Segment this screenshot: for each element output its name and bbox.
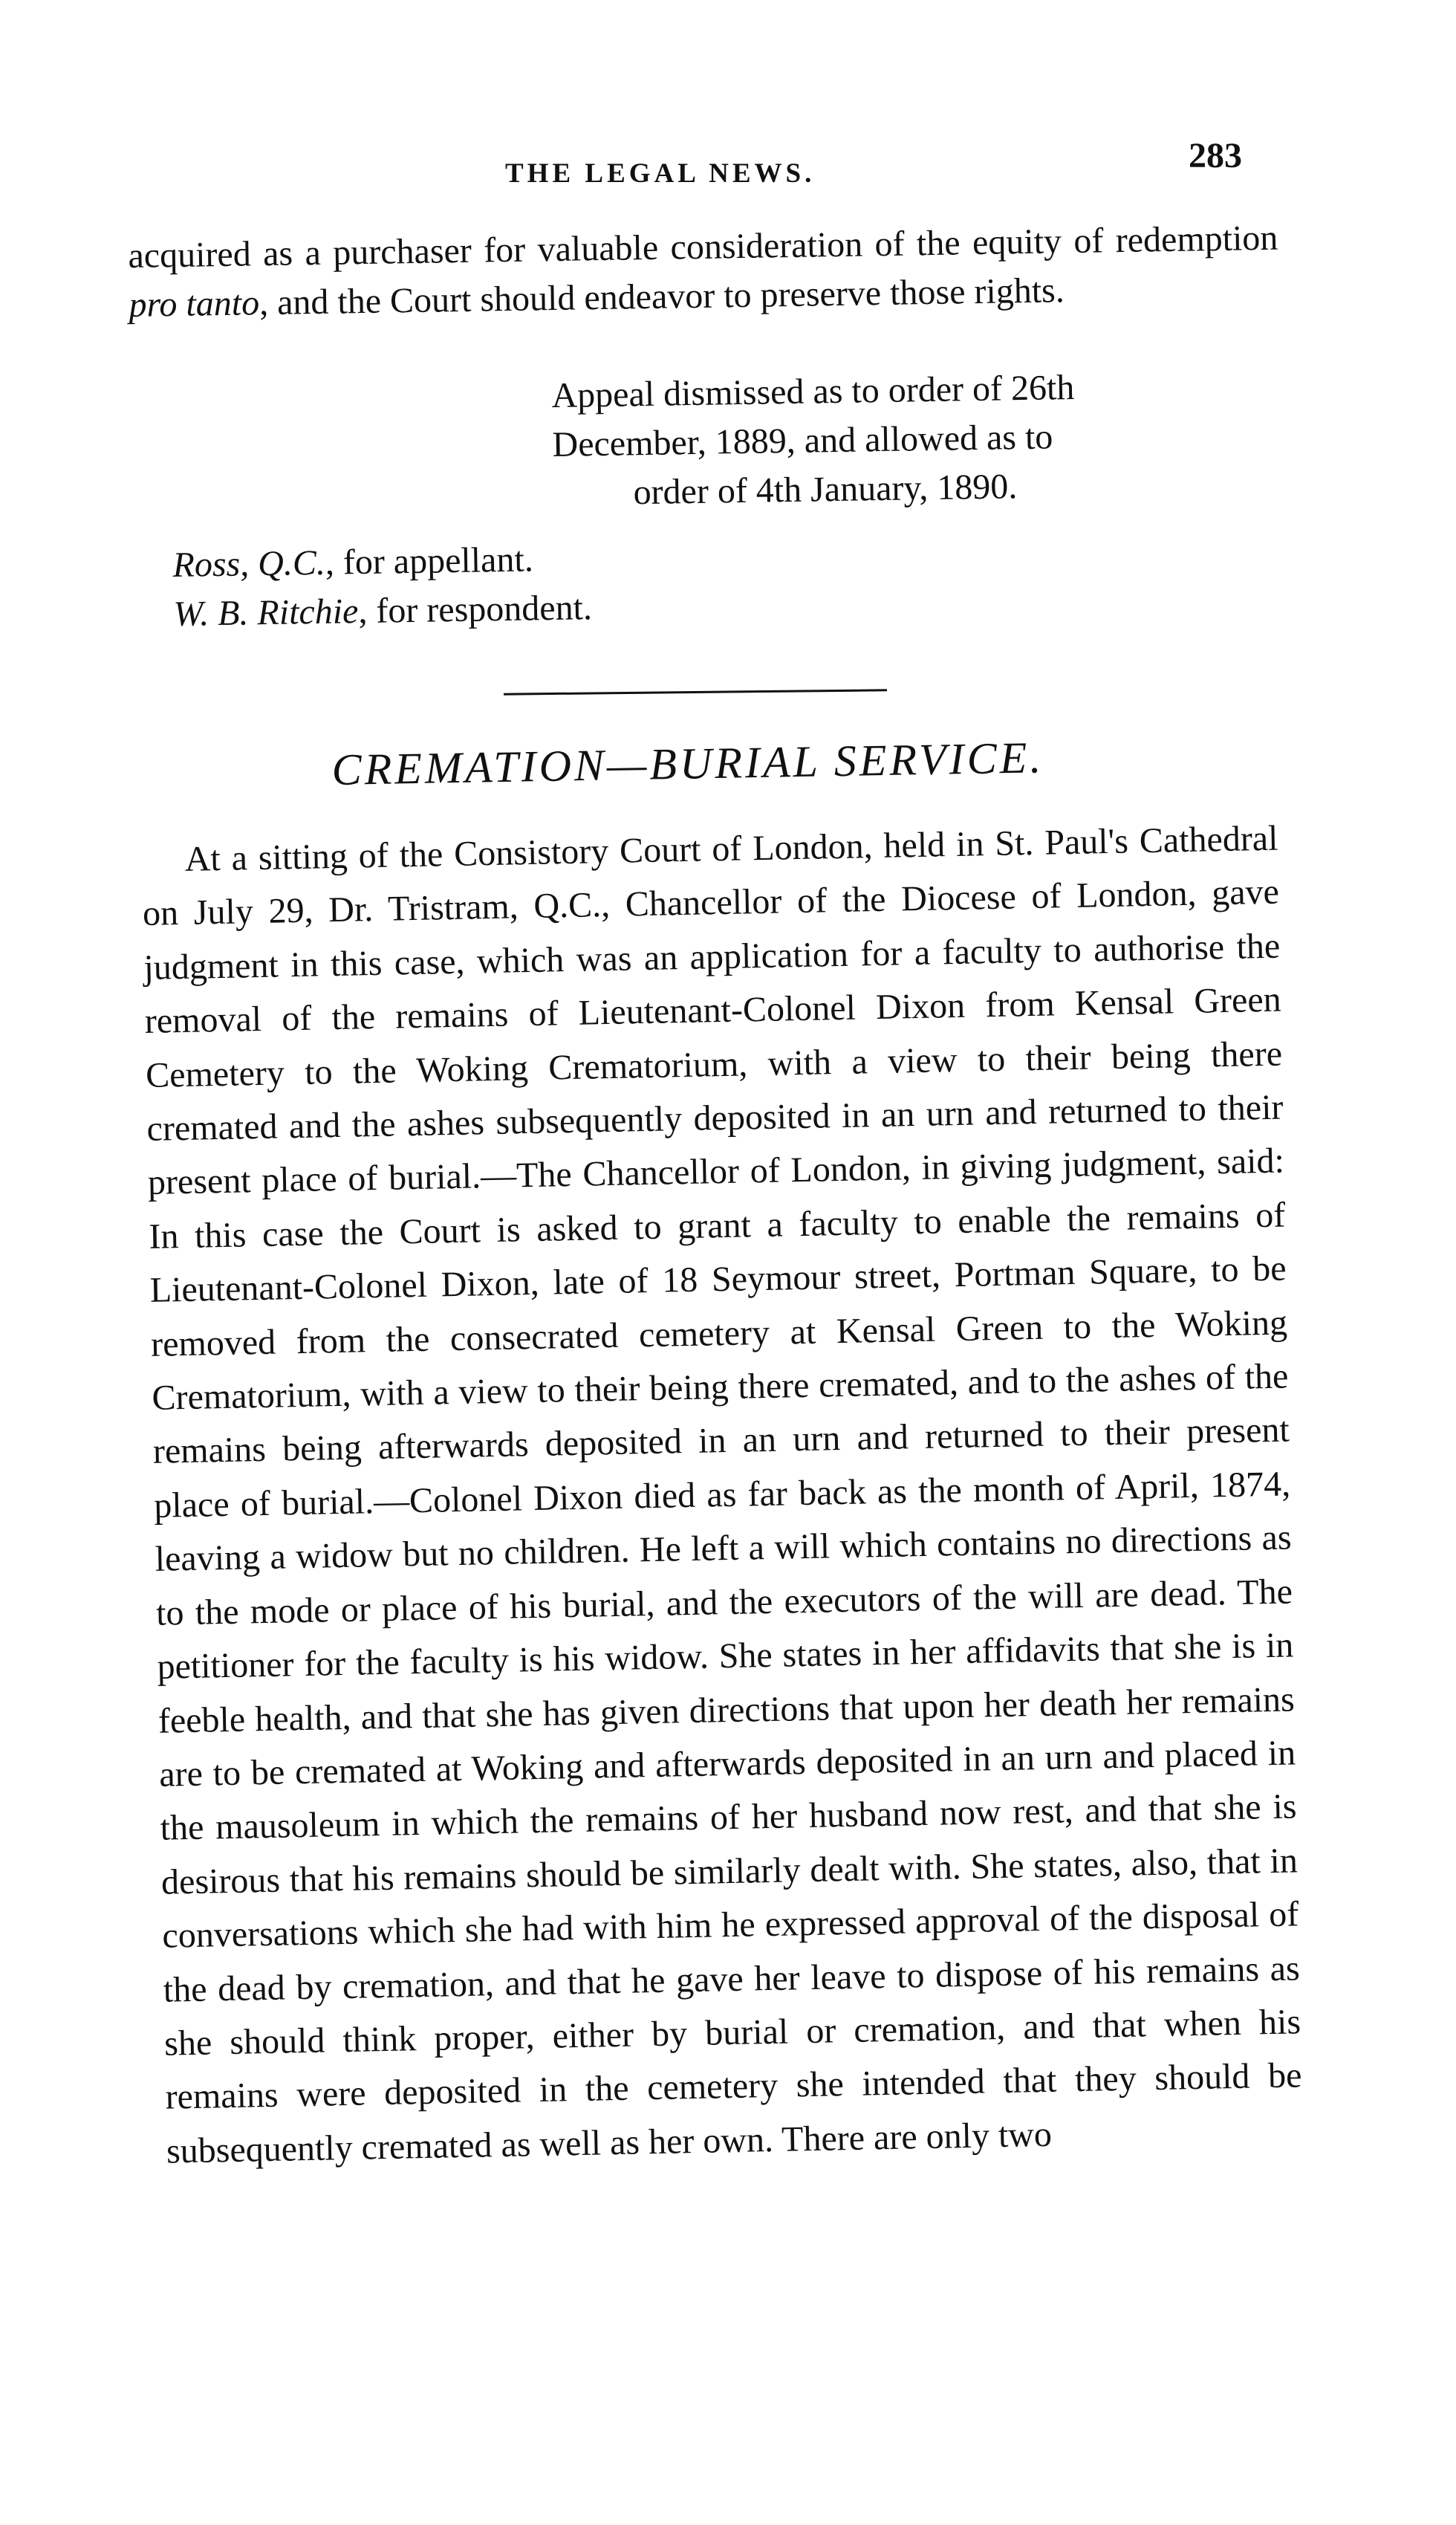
appeal-disposition [551, 361, 1222, 519]
disposition-line-2: December, 1889, and allowed as to [552, 417, 1053, 464]
disposition-line-3: order of 4th January, 1890. [633, 467, 1018, 513]
respondent-counsel-role: , for respondent. [357, 588, 593, 632]
continuation-text-start: acquired as a purchaser for valuable consideration of the equity of redemption [128, 218, 1278, 276]
continuation-italic-phrase: pro tanto [129, 283, 260, 325]
counsel-appellant [172, 534, 591, 590]
appellant-counsel-name: Ross, Q.C. [172, 542, 326, 585]
continuation-paragraph [128, 214, 1279, 330]
counsel-respondent [173, 583, 592, 639]
article-body [141, 812, 1303, 2179]
article-paragraph: At a sitting of the Consistory Court of London, held in St. Paul's Cathedral on July 29, Dr. Tristram, Q.C., Chancellor of the Diocese of London, gave judgment in this case, which was an application for a faculty to authorise the removal of the remains of Lieutenant-Colonel Dixon from Kensal Green Cemetery to the Woking Crematorium, with a view to their being there cremated and the ashes subsequently deposited in an urn and returned to their present place of burial.—The Chancellor of London, in giving judgment, said: In this case the Court is asked to grant a faculty to enable the remains of Lieutenant-Colonel Dixon, late of 18 Seymour street, Portman Square, to be removed from the consecrated cemetery at Kensal Green to the Woking Crematorium, with a view to their being there cremated, and to the ashes of the remains being afterwards deposited in an urn and returned to their present place of burial.—Colonel Dixon died as far back as the month of April, 1874, leaving a widow but no children. He left a will which contains no directions as to the mode or place of his burial, and the executors of the will are dead. The petitioner for the faculty is his widow. She states in her affidavits that she is in feeble health, and that she has given directions that upon her death her remains are to be cremated at Woking and afterwards deposited in an urn and placed in the mausoleum in which the remains of her husband now rest, and that she is desirous that his remains should be similarly dealt with. She states, also, that in conversations which she had with him he expressed approval of the disposal of the dead by cremation, and that he gave her leave to dispose of his remains as she should think proper, either by burial or cremation, and that when his remains were deposited in the cemetery she intended that they should be subsequently cremated as well as her own. There are only two [142, 818, 1302, 2171]
appellant-counsel-role: , for appellant. [325, 539, 534, 583]
page-number: 283 [1189, 136, 1242, 175]
counsel-list [172, 534, 592, 639]
section-divider [504, 689, 887, 695]
respondent-counsel-name: W. B. Ritchie [173, 591, 359, 634]
disposition-line-1: Appeal dismissed as to order of 26th [551, 367, 1075, 415]
running-title: THE LEGAL NEWS. [505, 158, 816, 189]
continuation-text-end: , and the Court should endeavor to preserve those rights. [259, 270, 1065, 323]
article-heading: CREMATION—BURIAL SERVICE. [331, 733, 1044, 794]
